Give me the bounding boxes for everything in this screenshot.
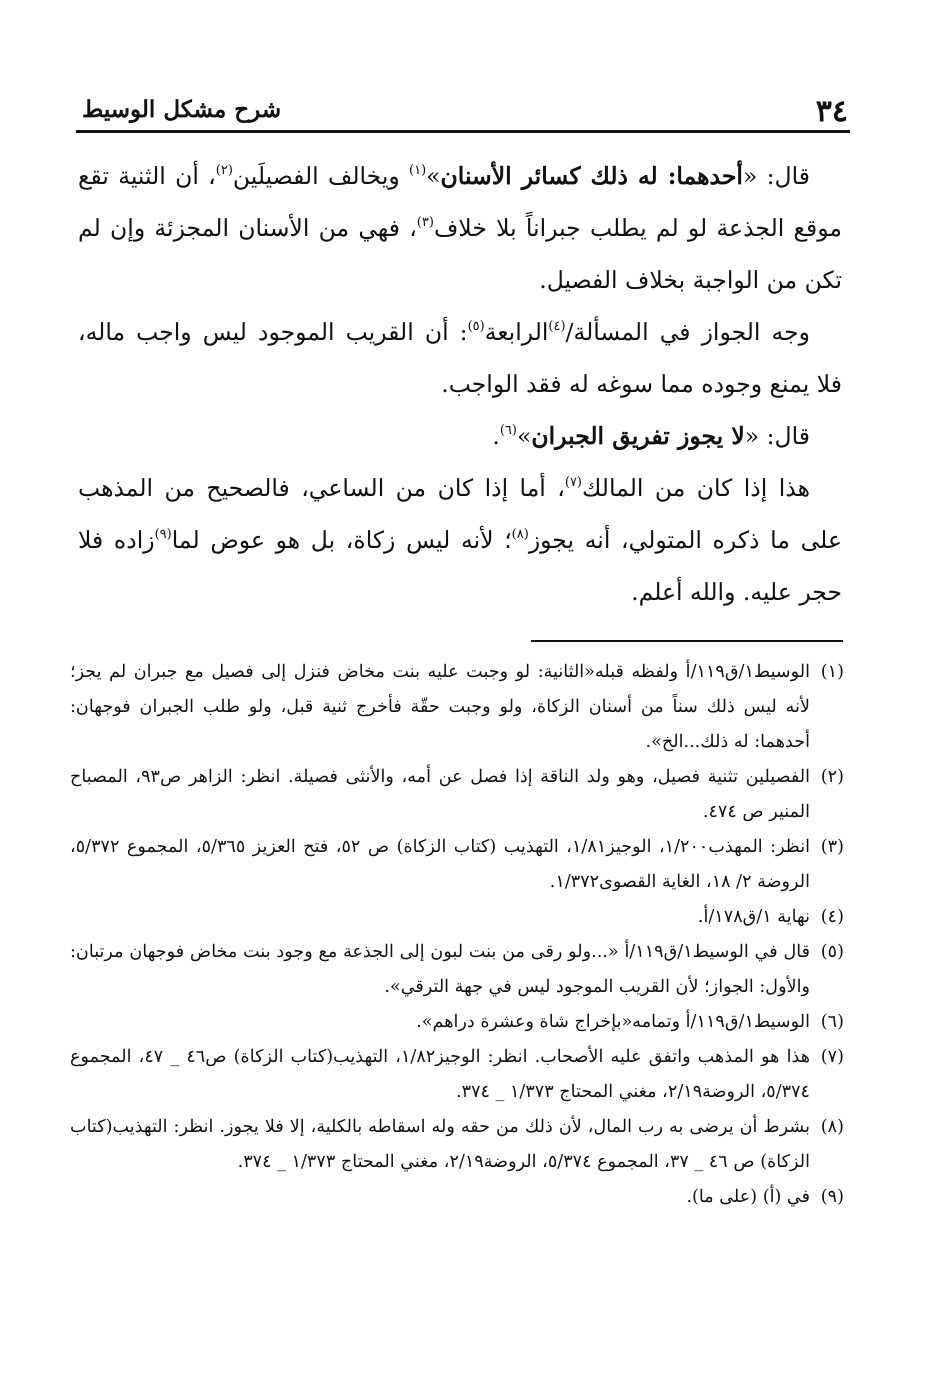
footnote-ref-7: (٧) bbox=[564, 475, 582, 490]
paragraph-text: : أن القريب الموجود ليس واجب ماله، فلا يمنع وجوده مما سوغه له فقد الواجب. bbox=[78, 318, 842, 398]
main-text bbox=[78, 150, 842, 618]
page-header bbox=[76, 96, 850, 133]
paragraph-text: ، أما إذا كان من الساعي، فالصحيح من المذهب على ما ذكره المتولي، أنه يجوز bbox=[78, 474, 842, 554]
footnote-ref-8: (٨) bbox=[511, 527, 529, 542]
paragraph-4 bbox=[78, 462, 842, 618]
footnote-2 bbox=[70, 760, 844, 830]
paragraph-text: . bbox=[492, 422, 500, 450]
footnote-number: (٧) bbox=[820, 1047, 844, 1067]
page-number: ٣٤ bbox=[815, 94, 848, 129]
footnote-ref-2: (٢) bbox=[215, 163, 233, 178]
footnote-text: في (أ) (على ما). bbox=[686, 1187, 810, 1207]
footnote-3 bbox=[70, 830, 844, 900]
paragraph-text: الرابعة bbox=[484, 318, 549, 346]
paragraph-text: ، أن الثنية تقع موقع الجذعة لو لم يطلب جبراناً بلا خلاف bbox=[78, 162, 842, 242]
paragraph-text: ، فهي من الأسنان المجزئة وإن لم تكن من الواجبة بخلاف الفصيل. bbox=[78, 214, 842, 294]
footnote-text: هذا هو المذهب واتفق عليه الأصحاب. انظر: الوجيز١/٨٢، التهذيب(كتاب الزكاة) ص٤٦ _ ٤٧، المجموع ٥/٣٧٤، الروضة٢/١٩، مغني المحتاج ١/٣٧٣ _ ٣٧٤. bbox=[70, 1047, 810, 1102]
footnote-number: (٢) bbox=[820, 767, 844, 787]
quote-close: » bbox=[516, 422, 532, 450]
footnote-number: (٦) bbox=[820, 1012, 844, 1032]
footnote-number: (٨) bbox=[820, 1117, 844, 1137]
footnote-ref-9: (٩) bbox=[154, 527, 172, 542]
paragraph-1 bbox=[78, 150, 842, 306]
footnote-text: قال في الوسيط١/ق١١٩/أ «...ولو رقى من بنت لبون إلى الجذعة مع وجود بنت مخاض فوجهان مرتبان: والأول: الجواز؛ لأن القريب الموجود ليس في جهة الترقي». bbox=[70, 942, 810, 997]
footnotes bbox=[70, 655, 844, 1215]
footnote-ref-1: (١) bbox=[409, 163, 427, 178]
quoted-text: لا يجوز تفريق الجبران bbox=[531, 422, 745, 450]
paragraph-2 bbox=[78, 306, 842, 410]
footnote-number: (٥) bbox=[820, 942, 844, 962]
footnote-6 bbox=[70, 1005, 844, 1040]
footnote-text: الوسيط١/ق١١٩/أ وتمامه«بإخراج شاة وعشرة دراهم». bbox=[416, 1012, 810, 1032]
quoted-text: أحدهما: له ذلك كسائر الأسنان bbox=[440, 162, 743, 190]
footnote-7 bbox=[70, 1040, 844, 1110]
footnote-text: بشرط أن يرضى به رب المال، لأن ذلك من حقه وله اسقاطه بالكلية، إلا فلا يجوز. انظر: التهذيب(كتاب الزكاة) ص ٤٦ _ ٣٧، المجموع ٥/٣٧٤، الروضة٢/١٩، مغني المحتاج ١/٣٧٣ _ ٣٧٤. bbox=[70, 1117, 810, 1172]
paragraph-3 bbox=[78, 410, 842, 462]
footnote-8 bbox=[70, 1110, 844, 1180]
footnote-text: انظر: المهذب١/٢٠٠، الوجيز١/٨١، التهذيب (كتاب الزكاة) ص ٥٢، فتح العزيز ٥/٣٦٥، المجموع ٥/٣٧٢، الروضة ٢/ ١٨، الغاية القصوى١/٣٧٢. bbox=[70, 837, 810, 892]
footnote-number: (٤) bbox=[820, 907, 844, 927]
footnote-text: الوسيط١/ق١١٩/أ ولفظه قبله«الثانية: لو وجبت عليه بنت مخاض فنزل إلى فصيل مع جبران لم يجز؛ لأنه ليس ذلك سناً من أسنان الزكاة، ولو وجبت حقّة فأخرج ثنية قبل، ولو طلب الجبران فوجهان: أحدهما: له ذلك...الخ». bbox=[70, 662, 810, 752]
paragraph-text: زاده فلا حجر عليه. والله أعلم. bbox=[78, 526, 842, 606]
footnote-text: نهاية ١/ق١٧٨/أ. bbox=[697, 907, 810, 927]
footnote-ref-6: (٦) bbox=[499, 423, 517, 438]
footnote-5 bbox=[70, 935, 844, 1005]
paragraph-text: هذا إذا كان من المالك bbox=[582, 474, 810, 502]
footnote-number: (١) bbox=[820, 662, 844, 682]
footnote-ref-5: (٥) bbox=[467, 319, 485, 334]
quote-lead: قال: « bbox=[744, 422, 810, 450]
footnote-separator bbox=[531, 640, 843, 642]
quote-close: » bbox=[426, 162, 441, 190]
paragraph-text: وجه الجواز في المسألة/ bbox=[565, 318, 810, 346]
paragraph-text: ؛ لأنه ليس زكاة، بل هو عوض لما bbox=[171, 526, 512, 554]
paragraph-text: ويخالف الفصيلَين bbox=[232, 162, 410, 190]
quote-lead: قال: « bbox=[742, 162, 810, 190]
footnote-number: (٩) bbox=[820, 1187, 844, 1207]
footnote-ref-3: (٣) bbox=[416, 215, 434, 230]
footnote-9 bbox=[70, 1180, 844, 1215]
footnote-text: الفصيلين تثنية فصيل، وهو ولد الناقة إذا فصل عن أمه، والأنثى فصيلة. انظر: الزاهر ص٩٣، المصباح المنير ص ٤٧٤. bbox=[70, 767, 810, 822]
footnote-1 bbox=[70, 655, 844, 760]
footnote-ref-4: (٤) bbox=[548, 319, 566, 334]
footnote-number: (٣) bbox=[820, 837, 844, 857]
running-title: شرح مشكل الوسيط bbox=[82, 96, 282, 123]
footnote-4 bbox=[70, 900, 844, 935]
